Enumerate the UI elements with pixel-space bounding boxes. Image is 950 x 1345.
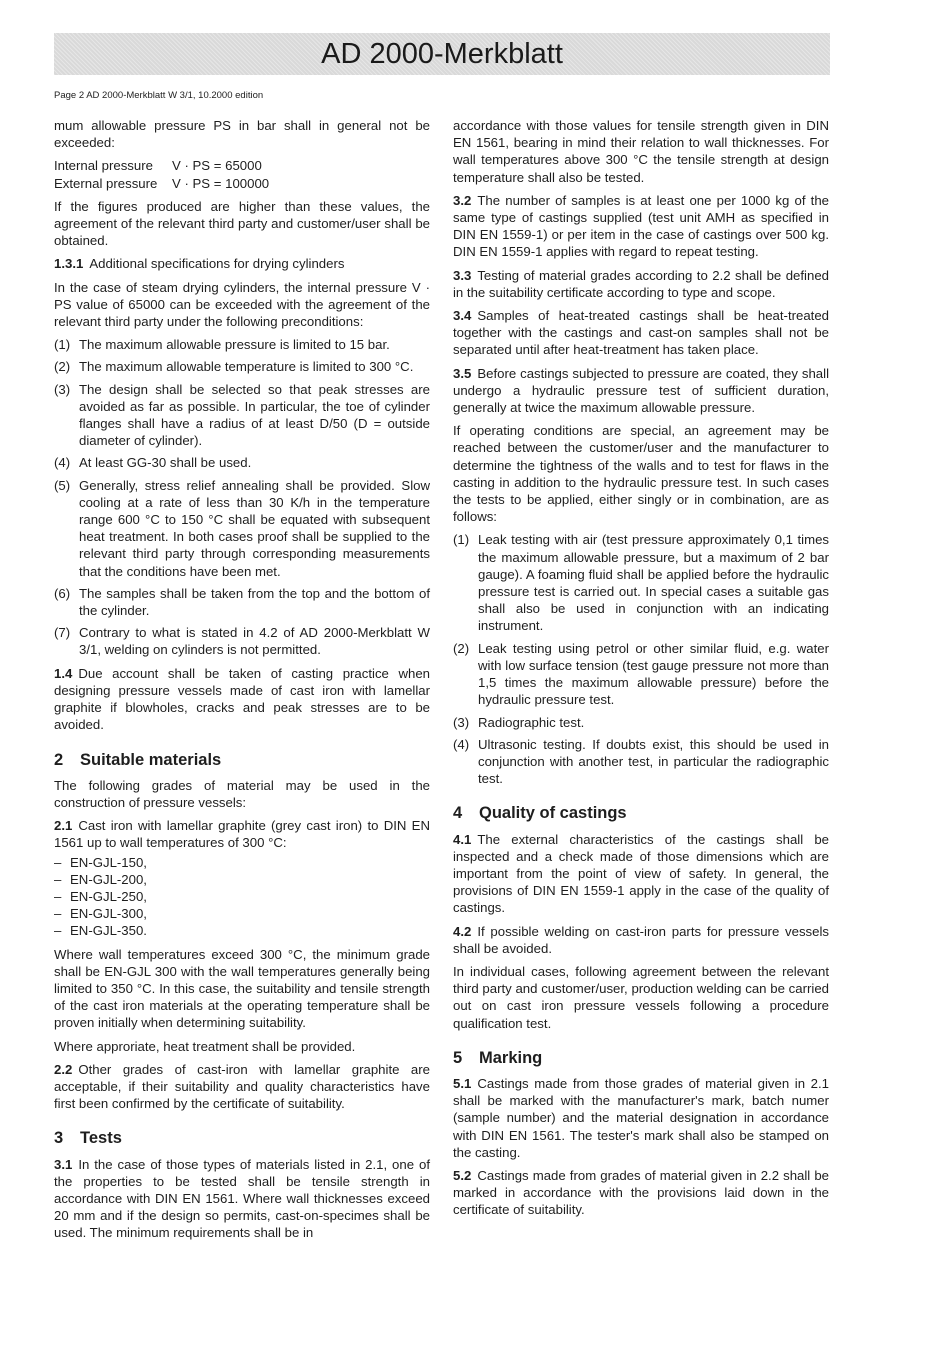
list-item: – EN-GJL-200, [54,871,430,888]
subsection-4-1: 4.1 The external characteristics of the castings shall be inspected and a check made of those dimensions which are important from the point of view of safety. In general, the provisions of DIN EN 1559-1 apply in the case of the quality of castings. [453,831,829,916]
paragraph: Where wall temperatures exceed 300 °C, the minimum grade shall be EN-GJL 300 with the wall temperatures generally being limited to 350 °C. In this case, the suitability and tensile strength of the cast iron materials at the operating temperature shall be proven initially when determining suitability. [54,946,430,1031]
right-column [453,117,829,1225]
section-number: 1.3.1 [54,256,84,272]
section-heading-2: 2 Suitable materials [54,750,222,769]
paragraph: accordance with those values for tensile strength given in DIN EN 1561, bearing in mind their relation to wall thicknesses. For wall temperatures above 300 °C the tensile strength at design temperature shall also be tested. [453,118,829,185]
formula-expression: V · PS = 65000 [172,158,262,174]
section-heading-3: 3 Tests [54,1129,122,1148]
test-list [453,531,829,787]
paragraph: If the figures produced are higher than these values, the agreement of the relevant third party and customer/user shall be obtained. [54,198,430,249]
formula-label: Internal pressure [54,158,153,174]
subsection-4-2: 4.2 If possible welding on cast-iron parts for pressure vessels shall be avoided. [453,923,829,956]
list-item: (4) At least GG-30 shall be used. [54,455,252,471]
list-item: (3) Radiographic test. [453,714,585,730]
list-item: – EN-GJL-150, [54,854,430,871]
page-info: Page 2 AD 2000-Merkblatt W 3/1, 10.2000 edition [54,90,264,101]
list-item: (4) Ultrasonic testing. If doubts exist, this should be used in conjunction with another test, in particular the radiographic test. [453,736,829,787]
formula-external [54,175,430,192]
precondition-list [54,336,430,658]
section-heading-4: 4 Quality of castings [453,804,627,823]
list-item: (3) The design shall be selected so that peak stresses are avoided as far as possible. In particular, the toe of cylinder flanges shall have a radius of at least D/50 (D = outside diameter of cylinder). [54,381,430,449]
paragraph: Where approriate, heat treatment shall be provided. [54,1038,356,1054]
document-title: AD 2000-Merkblatt [321,37,563,70]
list-item: (2) Leak testing using petrol or other similar fluid, e.g. water with low surface tension (test gauge pressure not more than 1,5 times the maximum allowable pressure) before the hydraulic pressure test. [453,640,829,708]
subsection-3-3: 3.3 Testing of material grades according to 2.2 shall be defined in the suitability certificate according to type and scope. [453,267,829,300]
list-item: (2) The maximum allowable temperature is limited to 300 °C. [54,359,414,375]
list-item: (7) Contrary to what is stated in 4.2 of AD 2000-Merkblatt W 3/1, welding on cylinders is not permitted. [54,625,430,658]
formula-internal [54,157,430,174]
list-item: – EN-GJL-300, [54,905,430,922]
header-banner [54,33,830,75]
grade-list [54,854,430,940]
list-item: – EN-GJL-350. [54,922,430,939]
list-item: (6) The samples shall be taken from the top and the bottom of the cylinder. [54,585,430,619]
formula-expression: V · PS = 100000 [172,175,270,191]
subsection-5-1: 5.1 Castings made from those grades of material given in 2.1 shall be marked with the manufacturer's mark, batch numer (sample number) and the material designation in accordance with DIN EN 1561. The tester's mark shall also be stamped on the casting. [453,1075,829,1160]
subsection-2-1: 2.1 Cast iron with lamellar graphite (grey cast iron) to DIN EN 1561 up to wall temperatures of 300 °C: [54,818,430,851]
subsection-1-4: 1.4 Due account shall be taken of casting practice when designing pressure vessels made of cast iron with lamellar graphite if blowholes, cracks and peak stresses are to be avoided. [54,665,430,733]
subsection-3-1: 3.1 In the case of those types of materials listed in 2.1, one of the properties to be tested shall be tensile strength in accordance with DIN EN 1561. Where wall thicknesses exceed 20 mm and if the design so permits, cast-on-specimes shall be used. The minimum requirements shall be in [54,1156,430,1241]
list-item: (5) Generally, stress relief annealing shall be provided. Slow cooling at a rate of less than 30 K/h in the temperature range 600 °C to 150 °C shall be equated with subsequent heat treatment. In both cases proof shall be supplied to the relevant third party through corresponding measurements that the conditions have been met. [54,477,430,579]
list-item: (1) The maximum allowable pressure is limited to 15 bar. [54,337,390,353]
section-heading-5: 5 Marking [453,1048,543,1067]
subsection-title: Additional specifications for drying cylinders [89,256,345,272]
list-item: – EN-GJL-250, [54,888,430,905]
left-column [54,117,430,1248]
paragraph: In individual cases, following agreement between the relevant third party and customer/user, production welding can be carried out on cast iron pressure vessels following a procedure qualification test. [453,963,829,1031]
subsection-3-5: 3.5 Before castings subjected to pressure are coated, they shall undergo a hydraulic pressure test of sufficient duration, generally at twice the maximum allowable pressure. [453,365,829,416]
paragraph: The following grades of material may be used in the construction of pressure vessels: [54,777,430,810]
paragraph: If operating conditions are special, an agreement may be reached between the customer/user and the manufacturer to determine the tightness of the walls and to test for flaws in the casting in addition to the hydraulic pressure test. In such cases the tests to be applied, either singly or in combination, are as follows: [453,423,829,525]
paragraph: mum allowable pressure PS in bar shall in general not be exceeded: [54,118,430,151]
formula-label: External pressure [54,175,158,191]
paragraph: In the case of steam drying cylinders, the internal pressure V · PS value of 65000 can be exceeded with the agreement of the relevant third party under the following preconditions: [54,279,430,330]
subsection-2-2: 2.2 Other grades of cast-iron with lamellar graphite are acceptable, if their suitability and quality characteristics have first been confirmed by the certificate of suitability. [54,1061,430,1112]
subsection-1-3-1 [54,255,430,272]
subsection-3-2: 3.2 The number of samples is at least one per 1000 kg of the same type of castings supplied (test unit AMH as specified in DIN EN 1559-1) or per item in the case of castings over 500 kg. DIN EN 1559-1 applies with regard to repeat testing. [453,192,829,260]
list-item: (1) Leak testing with air (test pressure approximately 0,1 times the maximum allowable pressure, but a maximum of 2 bar gauge). A foaming fluid shall be applied before the hydraulic pressure test is carried out. In special cases a suitable gas shall also be used in conjunction with an indicating instrument. [453,532,829,634]
subsection-5-2: 5.2 Castings made from grades of material given in 2.2 shall be marked in accordance with the provisions laid down in the certificate of suitability. [453,1167,829,1218]
subsection-3-4: 3.4 Samples of heat-treated castings shall be heat-treated together with the castings and cast-on samples shall not be separated until after heat-treatment has taken place. [453,308,829,358]
